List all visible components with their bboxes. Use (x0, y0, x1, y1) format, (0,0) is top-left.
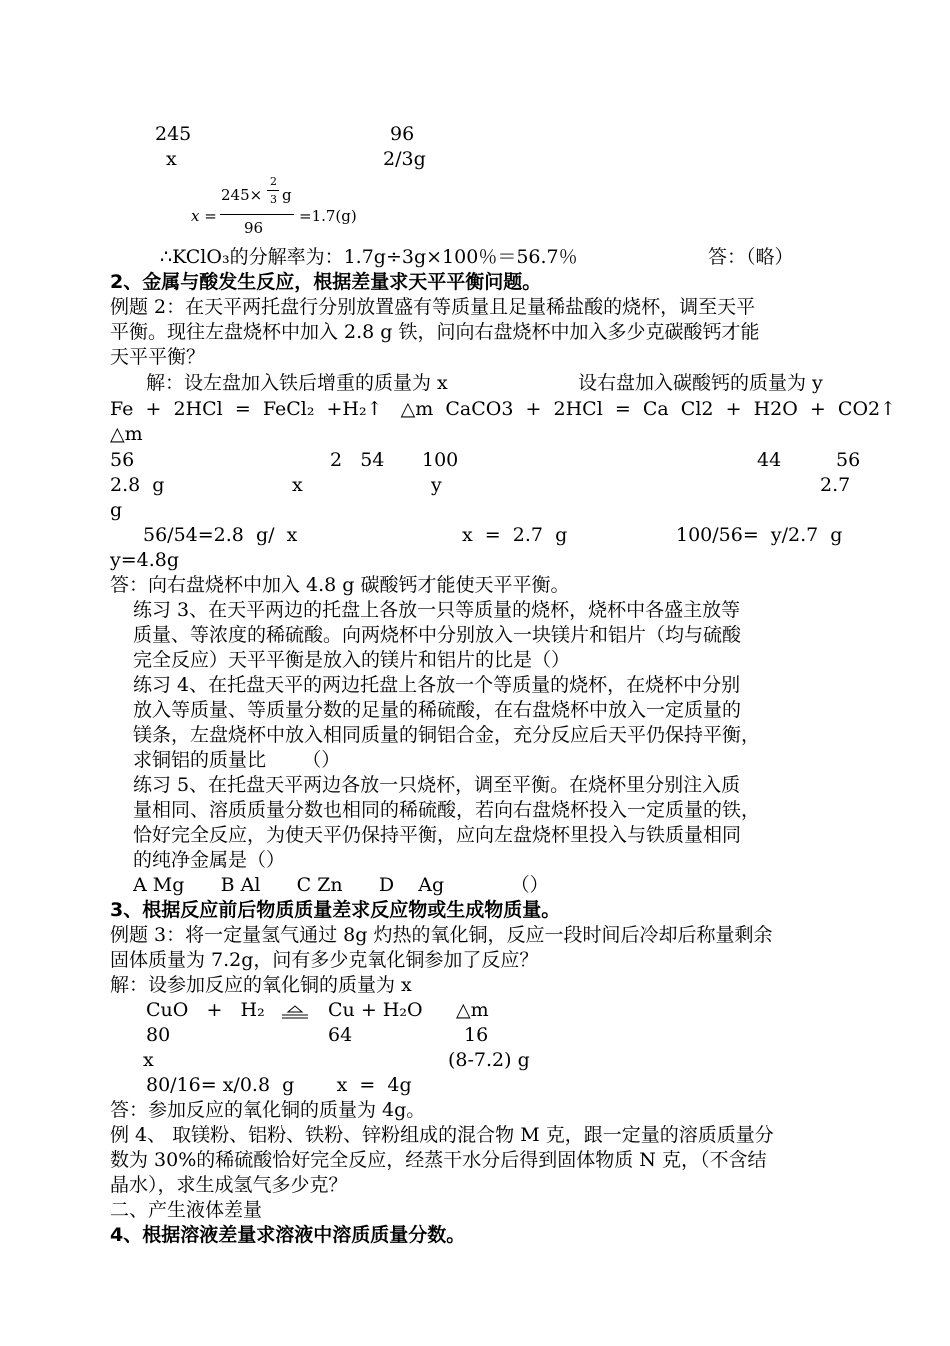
ratio1-result: x = 2.7 g (462, 524, 568, 546)
example2-line2: 平衡。现往左盘烧杯中加入 2.8 g 铁，问向右盘烧杯中加入多少克碳酸钙才能 (110, 321, 760, 343)
cuo-equation-delta: △m (456, 999, 489, 1021)
exercise4-line1: 练习 4、在托盘天平的两边托盘上各放一个等质量的烧杯，在烧杯中分别 (133, 674, 741, 696)
equation-line: Fe + 2HCl = FeCl₂ +H₂↑ △m CaCO3 + 2HCl = Ca Cl2 + H2O + CO2↑ (110, 398, 897, 420)
mass-2-54: 2 54 (330, 449, 385, 471)
ratio1: 56/54=2.8 g/ x (143, 524, 298, 546)
heat-equals-sign (280, 1004, 310, 1020)
value-2-7-unit: g (110, 499, 123, 521)
exercise4-line3: 镁条，左盘烧杯中放入相同质量的铜铝合金，充分反应后天平仍保持平衡， (133, 724, 761, 746)
value-2-7: 2.7 (820, 474, 851, 496)
solve-left: 解：设左盘加入铁后增重的质量为 x (146, 372, 448, 394)
value-x-cuo: x (143, 1049, 154, 1071)
mass-44: 44 (757, 449, 782, 471)
exercise5-line1: 练习 5、在托盘天平两边各放一只烧杯，调至平衡。在烧杯里分别注入质 (133, 774, 741, 796)
section3-answer: 答：参加反应的氧化铜的质量为 4g。 (110, 1099, 426, 1121)
example2-line1: 例题 2：在天平两托盘行分别放置盛有等质量且足量稀盐酸的烧杯，调至天平 (110, 296, 756, 318)
exercise4-line2: 放入等质量、等质量分数的足量的稀硫酸，在右盘烧杯中放入一定质量的 (133, 699, 742, 721)
section3-ratio: 80/16= x/0.8 g x = 4g (146, 1074, 412, 1096)
solve-right: 设右盘加入碳酸钙的质量为 y (578, 372, 823, 394)
calc-line1-left: 245 (155, 123, 192, 145)
section3-solve: 解：设参加反应的氧化铜的质量为 x (110, 974, 412, 996)
formula-small-fraction-bar (267, 190, 279, 191)
formula-frac-num: 2 (270, 175, 277, 188)
formula-frac-den: 3 (270, 193, 277, 206)
mass-16: 16 (464, 1024, 489, 1046)
mass-80: 80 (146, 1024, 171, 1046)
section3-heading: 3、根据反应前后物质质量差求反应物或生成物质量。 (110, 899, 561, 921)
formula-num-prefix: 245× (221, 186, 263, 204)
mass-56b: 56 (836, 449, 861, 471)
answer-short: 答：（略） (708, 246, 794, 268)
calc-line2-left: x (166, 148, 177, 170)
formula-den: 96 (244, 219, 264, 237)
value-2-8: 2.8 g (110, 474, 165, 496)
calc-line1-right: 96 (390, 123, 415, 145)
example3-line2: 固体质量为 7.2g，问有多少克氧化铜参加了反应？ (110, 949, 539, 971)
exercise5-line3: 恰好完全反应，为使天平仍保持平衡，应向左盘烧杯里投入与铁质量相同 (133, 824, 742, 846)
example4-line1: 例 4、 取镁粉、铝粉、铁粉、锌粉组成的混合物 M 克，跟一定量的溶质质量分 (110, 1124, 774, 1146)
formula-fraction-bar (220, 214, 294, 215)
mass-100: 100 (422, 449, 459, 471)
exercise4-line4: 求铜铝的质量比 （） (133, 749, 341, 771)
ratio2-result: y=4.8g (110, 549, 180, 571)
example4-line2: 数为 30%的稀硫酸恰好完全反应，经蒸干水分后得到固体物质 N 克，（不含结 (110, 1149, 767, 1171)
calc-line2-right: 2/3g (383, 148, 426, 170)
section2-answer: 答：向右盘烧杯中加入 4.8 g 碳酸钙才能使天平平衡。 (110, 574, 570, 596)
exercise3-line3: 完全反应）天平平衡是放入的镁片和铝片的比是（） (133, 649, 571, 671)
example4-line3: 晶水），求生成氢气多少克？ (110, 1174, 348, 1196)
mass-64: 64 (328, 1024, 353, 1046)
equation-delta: △m (110, 423, 143, 445)
section2-heading: 2、金属与酸发生反应，根据差量求天平平衡问题。 (110, 271, 542, 293)
example3-line1: 例题 3：将一定量氢气通过 8g 灼热的氧化铜，反应一段时间后冷却后称量剩余 (110, 924, 773, 946)
formula-num-suffix: g (282, 186, 292, 204)
example2-line3: 天平平衡？ (110, 346, 206, 368)
exercise5-options: A Mg B Al C Zn D Ag （） (133, 874, 549, 896)
cuo-equation-left: CuO + H₂ (146, 999, 265, 1021)
formula-rhs: =1.7(g) (299, 207, 357, 225)
ratio2: 100/56= y/2.7 g (676, 524, 843, 546)
mass-56: 56 (110, 449, 135, 471)
cuo-equation-right: Cu + H₂O (328, 999, 423, 1021)
value-x: x (292, 474, 303, 496)
decomposition-rate: ∴KClO₃的分解率为：1.7g÷3g×100％＝56.7％ (160, 246, 578, 268)
value-diff: (8-7.2) g (448, 1049, 530, 1071)
exercise5-line2: 量相同、溶质质量分数也相同的稀硫酸，若向右盘烧杯投入一定质量的铁， (133, 799, 761, 821)
value-y: y (431, 474, 442, 496)
subsection-liquid-difference: 二、产生液体差量 (110, 1199, 263, 1221)
section4-heading: 4、根据溶液差量求溶液中溶质质量分数。 (110, 1224, 466, 1246)
exercise3-line2: 质量、等浓度的稀硫酸。向两烧杯中分别放入一块镁片和铝片（均与硫酸 (133, 624, 742, 646)
exercise5-line4: 的纯净金属是（） (133, 849, 286, 871)
formula-lhs: x = (191, 207, 217, 225)
exercise3-line1: 练习 3、在天平两边的托盘上各放一只等质量的烧杯，烧杯中各盛主放等 (133, 599, 741, 621)
